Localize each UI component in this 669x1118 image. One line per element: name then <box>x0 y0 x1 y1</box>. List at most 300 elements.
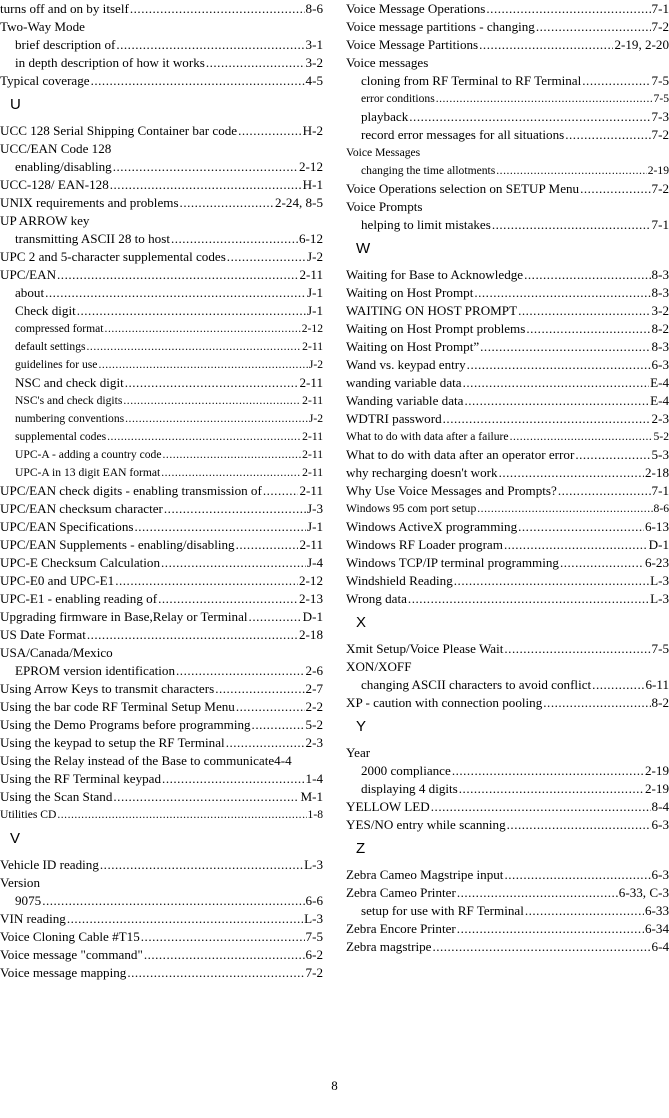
entry-term: Waiting on Host Prompt problems <box>346 321 526 336</box>
index-entry <box>0 72 323 90</box>
dot-leader <box>454 572 649 590</box>
index-entry <box>0 212 323 230</box>
entry-term: Waiting for Base to Acknowledge <box>346 267 524 282</box>
entry-page-ref: 2-19 <box>644 763 669 778</box>
entry-page-ref: 7-5 <box>653 92 669 105</box>
dot-leader <box>144 946 305 964</box>
index-subentry <box>0 464 323 482</box>
dot-leader <box>77 302 306 320</box>
dot-leader <box>57 266 298 284</box>
index-subentry <box>0 662 323 680</box>
entry-term: UP ARROW key <box>0 213 90 228</box>
section-letter: V <box>10 830 21 847</box>
index-subentry <box>346 780 669 798</box>
entry-page-ref: 2-3 <box>305 735 323 750</box>
entry-page-ref: 3-2 <box>651 303 669 318</box>
entry-term: Voice Operations selection on SETUP Menu <box>346 181 580 196</box>
entry-term: Voice message mapping <box>0 965 127 980</box>
index-entry <box>346 446 669 464</box>
entry-page-ref: 2-11 <box>302 340 323 353</box>
index-entry <box>346 866 669 884</box>
entry-page-ref: 2-11 <box>302 466 323 479</box>
index-entry <box>0 680 323 698</box>
entry-page-ref: J-1 <box>306 303 323 318</box>
entry-page-ref: 2-12 <box>298 573 323 588</box>
index-entry <box>0 18 323 36</box>
entry-term: UPC/EAN Supplements - enabling/disabling <box>0 537 235 552</box>
entry-term: supplemental codes <box>15 430 107 443</box>
entry-term: Using the Scan Stand <box>0 789 113 804</box>
entry-term: Why Use Voice Messages and Prompts? <box>346 483 557 498</box>
index-entry <box>0 608 323 626</box>
entry-term: Windows ActiveX programming <box>346 519 518 534</box>
index-subentry <box>0 284 323 302</box>
index-entry <box>346 744 669 762</box>
index-entry <box>346 590 669 608</box>
entry-page-ref: 6-2 <box>305 947 323 962</box>
dot-leader <box>176 662 305 680</box>
entry-term: brief description of <box>15 37 116 52</box>
dot-leader <box>432 938 650 956</box>
entry-term: guidelines for use <box>15 358 98 371</box>
dot-leader <box>464 392 649 410</box>
entry-page-ref: 2-13 <box>298 591 323 606</box>
dot-leader <box>436 90 653 108</box>
index-column-left <box>0 0 323 982</box>
entry-term: Windshield Reading <box>346 573 453 588</box>
entry-term: UPC-A in 13 digit EAN format <box>15 466 161 479</box>
section-letter: W <box>356 240 371 257</box>
entry-term: UPC-A - adding a country code <box>15 448 162 461</box>
entry-page-ref: 7-2 <box>305 965 323 980</box>
entry-term: UCC-128/ EAN-128 <box>0 177 109 192</box>
index-entry <box>0 644 323 662</box>
entry-page-ref: 2-24, 8-5 <box>274 195 323 210</box>
dot-leader <box>496 162 646 180</box>
dot-leader <box>477 500 652 518</box>
dot-leader <box>141 928 305 946</box>
entry-term: Voice messages <box>346 55 429 70</box>
entry-term: UPC 2 and 5-character supplemental codes <box>0 249 226 264</box>
index-entry <box>346 54 669 72</box>
entry-term: Using the RF Terminal keypad <box>0 771 162 786</box>
entry-page-ref: 8-6 <box>653 502 669 515</box>
entry-term: default settings <box>15 340 86 353</box>
entry-page-ref: 7-1 <box>651 483 669 498</box>
dot-leader <box>459 780 644 798</box>
index-subentry <box>346 72 669 90</box>
dot-leader <box>107 428 301 446</box>
entry-term: VIN reading <box>0 911 66 926</box>
entry-page-ref: L-3 <box>304 911 323 926</box>
entry-term: Utilities CD <box>0 808 57 821</box>
index-subentry <box>346 162 669 180</box>
index-entry <box>0 806 323 824</box>
entry-page-ref: 7-5 <box>651 73 669 88</box>
entry-term: Waiting on Host Prompt <box>346 285 474 300</box>
dot-leader <box>45 284 306 302</box>
index-entry <box>0 856 323 874</box>
entry-page-ref: 6-3 <box>651 817 669 832</box>
dot-leader <box>463 374 649 392</box>
entry-page-ref: 6-3 <box>651 867 669 882</box>
entry-page-ref: 2-11 <box>299 375 323 390</box>
index-subentry <box>346 216 669 234</box>
entry-term: changing the time allotments <box>361 164 496 177</box>
entry-page-ref: 2-11 <box>299 483 323 498</box>
dot-leader <box>575 446 650 464</box>
page-number: 8 <box>331 1078 338 1093</box>
entry-term: in depth description of how it works <box>15 55 205 70</box>
entry-term: Voice message "command" <box>0 947 143 962</box>
entry-term: Zebra Cameo Magstripe input <box>346 867 504 882</box>
index-entry <box>346 338 669 356</box>
entry-page-ref: J-2 <box>306 249 323 264</box>
entry-term: turns off and on by itself <box>0 1 129 16</box>
index-entry <box>346 392 669 410</box>
entry-term: WDTRI password <box>346 411 442 426</box>
index-entry <box>346 884 669 902</box>
entry-page-ref: 7-2 <box>651 19 669 34</box>
dot-leader <box>87 338 302 356</box>
dot-leader <box>457 920 644 938</box>
index-entry <box>0 176 323 194</box>
index-entry <box>0 874 323 892</box>
dot-leader <box>67 910 303 928</box>
index-entry <box>0 194 323 212</box>
index-entry <box>0 518 323 536</box>
index-subentry <box>346 108 669 126</box>
index-entry <box>346 464 669 482</box>
dot-leader <box>100 856 303 874</box>
entry-page-ref: J-1 <box>306 519 323 534</box>
entry-term: UNIX requirements and problems <box>0 195 179 210</box>
entry-term: 2000 compliance <box>361 763 451 778</box>
entry-page-ref: J-4 <box>306 555 323 570</box>
index-subentry <box>346 90 669 108</box>
index-entry <box>0 590 323 608</box>
entry-term: why recharging doesn't work <box>346 465 498 480</box>
dot-leader <box>499 464 644 482</box>
entry-page-ref: 3-1 <box>305 37 323 52</box>
index-entry <box>0 910 323 928</box>
dot-leader <box>105 320 301 338</box>
entry-term: Using the Relay instead of the Base to communicate <box>0 753 275 768</box>
dot-leader <box>431 798 651 816</box>
entry-term: What to do with data after a failure <box>346 430 509 443</box>
index-entry <box>346 500 669 518</box>
dot-leader <box>560 554 644 572</box>
dot-leader <box>518 518 644 536</box>
dot-leader <box>87 626 298 644</box>
dot-leader <box>580 180 650 198</box>
dot-leader <box>125 410 308 428</box>
section-letter: X <box>356 614 367 631</box>
dot-leader <box>536 18 651 36</box>
dot-leader <box>91 72 305 90</box>
dot-leader <box>236 698 305 716</box>
dot-leader <box>408 590 649 608</box>
entry-page-ref: E-4 <box>650 393 669 408</box>
index-entry <box>346 536 669 554</box>
section-letter: Z <box>356 840 366 857</box>
entry-term: Windows TCP/IP terminal programming <box>346 555 559 570</box>
entry-page-ref: 2-19 <box>647 164 669 177</box>
index-subentry <box>0 374 323 392</box>
entry-term: Using the keypad to setup the RF Terminal <box>0 735 225 750</box>
entry-term: Voice Cloning Cable #T15 <box>0 929 140 944</box>
index-entry <box>346 658 669 676</box>
index-subentry <box>0 302 323 320</box>
entry-term: What to do with data after an operator error <box>346 447 575 462</box>
index-entry <box>0 536 323 554</box>
entry-page-ref: 1-4 <box>305 771 323 786</box>
index-entry <box>0 946 323 964</box>
entry-page-ref: 8-6 <box>305 1 323 16</box>
entry-term: UPC/EAN check digits - enabling transmission of <box>0 483 262 498</box>
entry-term: Using the Demo Programs before programming <box>0 717 251 732</box>
dot-leader <box>504 640 650 658</box>
entry-page-ref: H-1 <box>302 177 323 192</box>
dot-leader <box>592 676 644 694</box>
entry-page-ref: 2-19, 2-20 <box>614 37 669 52</box>
dot-leader <box>565 126 650 144</box>
index-subentry <box>0 36 323 54</box>
index-entry <box>346 374 669 392</box>
dot-leader <box>452 762 644 780</box>
entry-page-ref: D-1 <box>648 537 669 552</box>
dot-leader <box>467 356 651 374</box>
dot-leader <box>134 518 306 536</box>
dot-leader <box>123 392 301 410</box>
entry-page-ref: 3-2 <box>305 55 323 70</box>
entry-term: USA/Canada/Mexico <box>0 645 113 660</box>
index-subentry <box>346 126 669 144</box>
entry-page-ref: 6-34 <box>644 921 669 936</box>
entry-term: playback <box>361 109 409 124</box>
entry-page-ref: 8-2 <box>651 695 669 710</box>
index-entry <box>0 626 323 644</box>
dot-leader <box>98 356 307 374</box>
entry-page-ref: 2-11 <box>302 430 323 443</box>
index-entry <box>346 18 669 36</box>
index-entry <box>0 248 323 266</box>
dot-leader <box>252 716 305 734</box>
dot-leader <box>582 72 650 90</box>
entry-page-ref: 6-11 <box>645 677 669 692</box>
dot-leader <box>161 554 306 572</box>
entry-term: NSC and check digit <box>15 375 124 390</box>
entry-page-ref: 1-8 <box>307 808 323 821</box>
index-entry <box>346 266 669 284</box>
entry-term: error conditions <box>361 92 435 105</box>
entry-page-ref: 2-19 <box>644 781 669 796</box>
entry-term: YES/NO entry while scanning <box>346 817 506 832</box>
entry-page-ref: L-3 <box>650 573 669 588</box>
entry-page-ref: 8-3 <box>651 267 669 282</box>
entry-term: Windows RF Loader program <box>346 537 503 552</box>
index-entry <box>0 734 323 752</box>
index-subentry <box>0 446 323 464</box>
entry-term: NSC's and check digits <box>15 394 123 407</box>
index-entry <box>346 572 669 590</box>
entry-page-ref: 2-6 <box>305 663 323 678</box>
dot-leader <box>115 572 298 590</box>
entry-page-ref: 2-12 <box>298 159 323 174</box>
index-entry <box>0 698 323 716</box>
dot-leader <box>110 176 302 194</box>
entry-term: UCC/EAN Code 128 <box>0 141 112 156</box>
entry-term: US Date Format <box>0 627 86 642</box>
index-subentry <box>346 902 669 920</box>
dot-leader <box>227 248 306 266</box>
entry-page-ref: 8-3 <box>651 285 669 300</box>
entry-page-ref: 2-3 <box>651 411 669 426</box>
entry-page-ref: 7-2 <box>651 127 669 142</box>
dot-leader <box>249 608 302 626</box>
index-subentry <box>346 676 669 694</box>
entry-page-ref: 7-3 <box>651 109 669 124</box>
entry-page-ref: 6-4 <box>651 939 669 954</box>
index-subentry <box>0 410 323 428</box>
entry-term: Vehicle ID reading <box>0 857 99 872</box>
index-entry <box>346 518 669 536</box>
dot-leader <box>510 428 653 446</box>
entry-page-ref: J-2 <box>308 358 323 371</box>
dot-leader <box>409 108 650 126</box>
entry-term: record error messages for all situations <box>361 127 565 142</box>
index-entry <box>0 964 323 982</box>
entry-term: UPC-E0 and UPC-E1 <box>0 573 115 588</box>
entry-term: Version <box>0 875 41 890</box>
entry-page-ref: 2-12 <box>301 322 323 335</box>
dot-leader <box>113 158 298 176</box>
entry-page-ref: 2-11 <box>299 267 323 282</box>
index-subentry <box>0 356 323 374</box>
index-entry <box>346 284 669 302</box>
entry-term: about <box>15 285 45 300</box>
entry-term: UCC 128 Serial Shipping Container bar code <box>0 123 238 138</box>
entry-page-ref: 2-11 <box>302 394 323 407</box>
dot-leader <box>116 36 304 54</box>
dot-leader <box>480 338 650 356</box>
index-entry <box>346 816 669 834</box>
entry-term: Zebra Encore Printer <box>346 921 456 936</box>
index-entry <box>0 482 323 500</box>
index-entry <box>346 920 669 938</box>
dot-leader <box>507 816 651 834</box>
entry-term: changing ASCII characters to avoid conflict <box>361 677 592 692</box>
dot-leader <box>525 902 644 920</box>
entry-term: Wrong data <box>346 591 407 606</box>
entry-term: setup for use with RF Terminal <box>361 903 524 918</box>
entry-page-ref: 7-2 <box>651 181 669 196</box>
entry-term: displaying 4 digits <box>361 781 458 796</box>
index-entry <box>0 500 323 518</box>
entry-term: Check digit <box>15 303 76 318</box>
entry-term: Voice Message Partitions <box>346 37 479 52</box>
dot-leader <box>543 694 650 712</box>
index-subentry <box>0 392 323 410</box>
entry-page-ref: 2-2 <box>305 699 323 714</box>
entry-term: Voice Message Operations <box>346 1 486 16</box>
entry-term: Xmit Setup/Voice Please Wait <box>346 641 504 656</box>
index-entry <box>346 0 669 18</box>
index-subentry <box>0 892 323 910</box>
entry-page-ref: 2-11 <box>302 448 323 461</box>
entry-term: Using the bar code RF Terminal Setup Menu <box>0 699 235 714</box>
entry-term: UPC/EAN <box>0 267 57 282</box>
dot-leader <box>238 122 302 140</box>
index-subentry <box>0 428 323 446</box>
entry-term: UPC-E Checksum Calculation <box>0 555 161 570</box>
index-subentry <box>0 230 323 248</box>
entry-page-ref: J-3 <box>306 501 323 516</box>
dot-leader <box>171 230 298 248</box>
entry-page-ref: 4-5 <box>305 73 323 88</box>
index-entry <box>346 410 669 428</box>
index-entry <box>0 716 323 734</box>
index-entry <box>0 572 323 590</box>
entry-term: UPC/EAN Specifications <box>0 519 134 534</box>
entry-term: Voice Messages <box>346 146 421 159</box>
entry-page-ref: 5-2 <box>305 717 323 732</box>
index-entry <box>0 266 323 284</box>
entry-page-ref: 7-5 <box>651 641 669 656</box>
index-entry <box>0 928 323 946</box>
entry-term: enabling/disabling <box>15 159 112 174</box>
dot-leader <box>504 866 650 884</box>
entry-page-ref: E-4 <box>650 375 669 390</box>
index-entry <box>346 482 669 500</box>
index-subentry <box>0 320 323 338</box>
dot-leader <box>162 770 304 788</box>
entry-term: 9075 <box>15 893 42 908</box>
dot-leader <box>443 410 651 428</box>
entry-term: Year <box>346 745 371 760</box>
entry-page-ref: 8-2 <box>651 321 669 336</box>
index-entry <box>346 694 669 712</box>
index-entry <box>346 198 669 216</box>
section-letter: U <box>10 96 21 113</box>
dot-leader <box>57 806 306 824</box>
entry-term: Typical coverage <box>0 73 90 88</box>
dot-leader <box>524 266 650 284</box>
index-entry <box>0 0 323 18</box>
entry-page-ref: L-3 <box>650 591 669 606</box>
dot-leader <box>457 884 618 902</box>
entry-term: Windows 95 com port setup <box>346 502 477 515</box>
dot-leader <box>263 482 299 500</box>
entry-page-ref: M-1 <box>300 789 323 804</box>
entry-page-ref: L-3 <box>304 857 323 872</box>
entry-term: UPC/EAN checksum character <box>0 501 163 516</box>
index-subentry <box>0 338 323 356</box>
index-subentry <box>0 158 323 176</box>
index-entry <box>346 302 669 320</box>
entry-page-ref: 2-7 <box>305 681 323 696</box>
entry-term: Upgrading firmware in Base,Relay or Terminal <box>0 609 248 624</box>
dot-leader <box>226 734 305 752</box>
section-letter: Y <box>356 718 367 735</box>
index-entry <box>346 554 669 572</box>
entry-term: WAITING ON HOST PROMPT <box>346 303 518 318</box>
dot-leader <box>504 536 648 554</box>
entry-term: Zebra magstripe <box>346 939 432 954</box>
dot-leader <box>127 964 304 982</box>
entry-page-ref: D-1 <box>302 609 323 624</box>
entry-term: Wanding variable data <box>346 393 464 408</box>
